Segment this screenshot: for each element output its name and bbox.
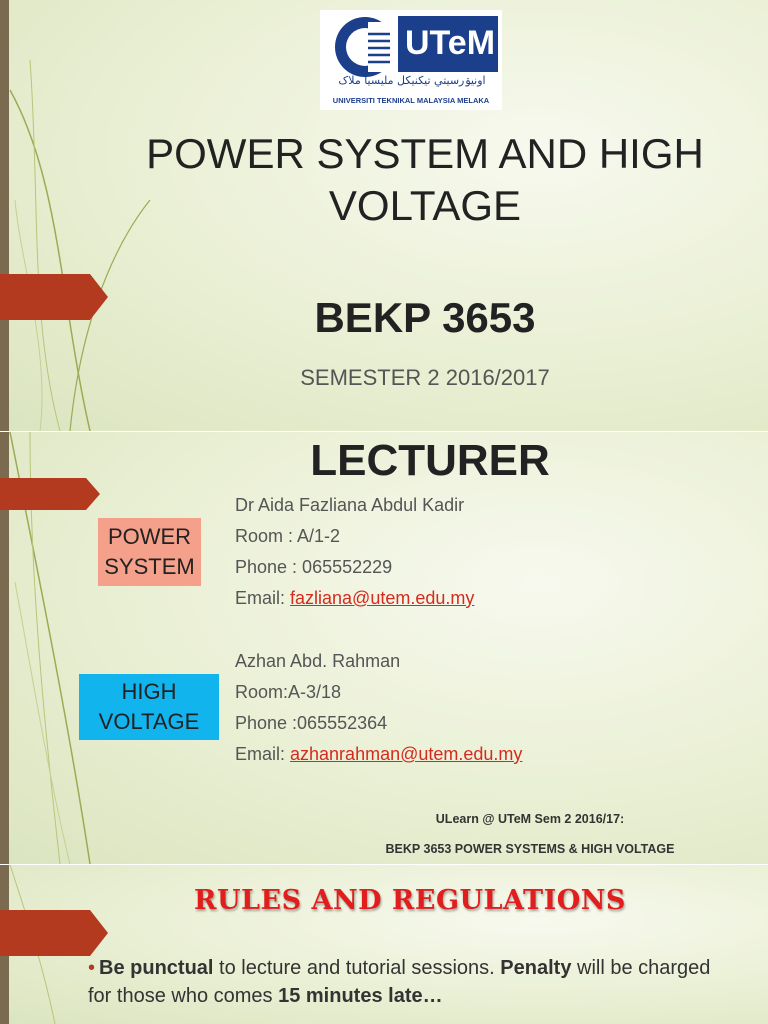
course-code: BEKP 3653 — [314, 294, 536, 341]
rule-bold-punctual: Be punctual — [99, 957, 214, 979]
lecturer2-phone: Phone :065552364 — [235, 713, 388, 733]
lecturer1-email-link[interactable]: fazliana@utem.edu.my — [290, 588, 475, 608]
ulearn-line2: BEKP 3653 POWER SYSTEMS & HIGH VOLTAGE — [385, 842, 675, 856]
high-voltage-tag-line2: VOLTAGE — [98, 709, 200, 734]
lecturer1-phone: Phone : 065552229 — [235, 557, 393, 577]
lecturer1-email-row — [235, 583, 474, 614]
lecturer2-email-link[interactable]: azhanrahman@utem.edu.my — [290, 744, 523, 764]
high-voltage-tag-line1: HIGH — [121, 679, 177, 704]
ulearn-line1: ULearn @ UTeM Sem 2 2016/17: — [435, 812, 625, 826]
rules-heading: RULES AND REGULATIONS — [194, 885, 626, 916]
lecturer2-email-label: Email: — [235, 744, 291, 764]
rule-text2: will be charged for those who comes — [88, 957, 711, 1007]
course-title-line2: VOLTAGE — [328, 182, 522, 229]
logo-jawi-text: اونيۏرسيتي تيکنيکل مليسيا ملاک — [338, 74, 486, 87]
lecturer1-email-label: Email: — [235, 588, 291, 608]
semester-label: SEMESTER 2 2016/2017 — [300, 365, 550, 390]
course-title — [90, 128, 760, 232]
lecturer2-email-row — [235, 739, 522, 770]
arrow-tab — [0, 274, 108, 320]
power-system-tag-line1: POWER — [107, 524, 192, 549]
rule-bullet — [88, 954, 728, 1010]
lecturer1-info — [235, 490, 474, 614]
bullet-dot: • — [88, 957, 96, 979]
lecturer2-name: Azhan Abd. Rahman — [235, 651, 401, 671]
power-system-tag — [98, 518, 201, 586]
logo-university-name: UNIVERSITI TEKNIKAL MALAYSIA MELAKA — [332, 96, 490, 105]
high-voltage-tag — [79, 674, 219, 740]
utem-logo — [320, 10, 502, 110]
lecturer1-room: Room : A/1-2 — [235, 526, 341, 546]
power-system-tag-line2: SYSTEM — [104, 554, 195, 579]
rule-bold-penalty: Penalty — [500, 957, 572, 979]
rule-bold-late: 15 minutes late… — [278, 985, 443, 1007]
lecturer2-room: Room:A-3/18 — [235, 682, 342, 702]
lecturer1-name: Dr Aida Fazliana Abdul Kadir — [235, 495, 465, 515]
arrow-tab — [0, 910, 108, 956]
slide-title — [0, 0, 768, 431]
logo-brand-text: UTeM — [404, 24, 496, 62]
ulearn-info — [300, 804, 760, 864]
slide-rules — [0, 865, 768, 1024]
rule-text1: to lecture and tutorial sessions. — [213, 957, 501, 979]
lecturer2-info — [235, 646, 522, 770]
course-title-line1: POWER SYSTEM AND HIGH — [146, 130, 704, 177]
lecturer-heading: LECTURER — [310, 436, 550, 485]
slide-lecturer — [0, 432, 768, 864]
